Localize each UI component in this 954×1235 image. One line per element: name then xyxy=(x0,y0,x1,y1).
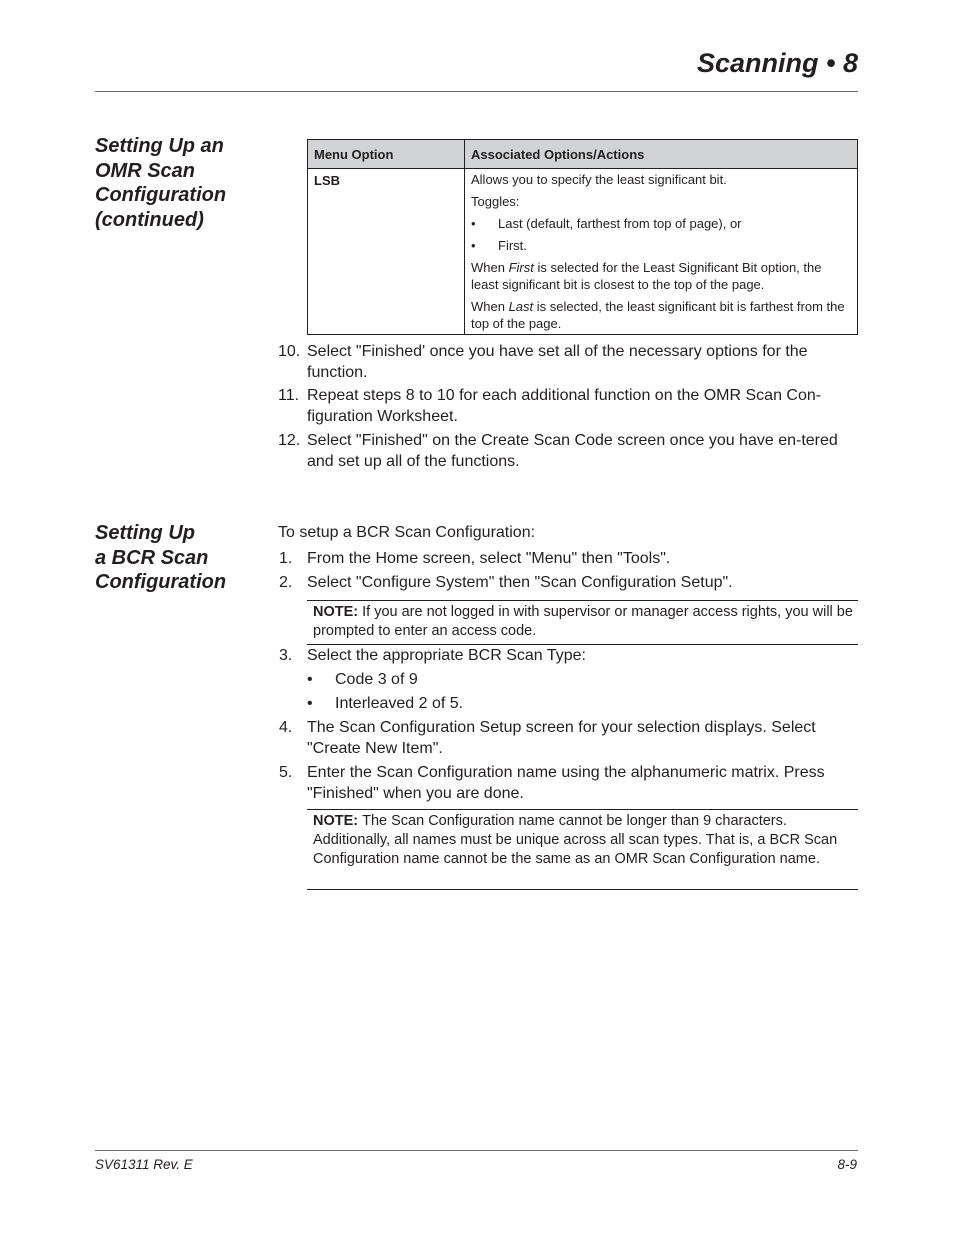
step-text: From the Home screen, select "Menu" then "Tools". xyxy=(307,550,671,567)
list-item xyxy=(278,718,860,759)
list-item xyxy=(278,549,860,570)
toggle-item xyxy=(471,237,851,254)
step-number: 2. xyxy=(279,574,293,591)
column-header-associated-options: Associated Options/Actions xyxy=(465,140,858,169)
scan-type-item xyxy=(307,694,463,715)
step-number: 4. xyxy=(279,719,293,736)
toggle-text: First. xyxy=(498,238,527,253)
table-row xyxy=(308,169,858,335)
step-number: 5. xyxy=(279,764,293,781)
heading-line: Setting Up xyxy=(95,522,195,544)
emphasis: First xyxy=(508,260,534,275)
step-number: 1. xyxy=(279,550,293,567)
bullet: • xyxy=(307,695,313,712)
list-item xyxy=(278,386,860,427)
menu-option-table xyxy=(307,139,858,335)
emphasis: Last xyxy=(508,299,534,314)
step-number: 12. xyxy=(278,432,301,449)
text-run: is selected, the least significant bit is farthest from the top of the page. xyxy=(471,299,845,331)
page-number: 8-9 xyxy=(837,1157,857,1172)
list-item xyxy=(278,646,860,667)
option-description-cell xyxy=(465,169,858,335)
bcr-section-heading xyxy=(95,521,270,595)
omr-section-heading xyxy=(95,134,270,232)
heading-line: OMR Scan xyxy=(95,159,196,182)
toggle-item xyxy=(471,215,851,232)
step-text: Repeat steps 8 to 10 for each additional function on the OMR Scan Con-figuration Worksheet. xyxy=(307,387,822,425)
note-box xyxy=(307,600,858,645)
scan-type-text: Code 3 of 9 xyxy=(335,671,418,688)
list-item xyxy=(278,342,860,383)
list-item xyxy=(278,573,860,594)
text-run: When xyxy=(471,260,509,275)
cell-text: Toggles: xyxy=(471,194,520,209)
heading-line: Setting Up an xyxy=(95,135,224,157)
cell-text xyxy=(471,298,851,332)
footer-rule xyxy=(95,1150,858,1151)
step-number: 10. xyxy=(278,343,301,360)
option-name-cell: LSB xyxy=(308,169,465,335)
step-text: Select "Finished' once you have set all of the necessary options for the function. xyxy=(307,343,808,381)
step-text: Select "Finished" on the Create Scan Code screen once you have en-tered and set up all of the functions. xyxy=(307,432,838,470)
scan-type-text: Interleaved 2 of 5. xyxy=(335,695,464,712)
cell-text: Allows you to specify the least significant bit. xyxy=(471,172,727,187)
step-number: 3. xyxy=(279,647,293,664)
step-text: Select "Configure System" then "Scan Configuration Setup". xyxy=(307,574,733,591)
heading-line: a BCR Scan xyxy=(95,546,209,569)
text-run: When xyxy=(471,299,509,314)
intro-text: To setup a BCR Scan Configuration: xyxy=(278,524,536,541)
column-header-menu-option: Menu Option xyxy=(308,140,465,169)
note-text: The Scan Configuration name cannot be longer than 9 characters. Additionally, all names must be unique across all scan types. That is, a BCR Scan Configuration name cannot be the same as an OMR Scan Configuration name. xyxy=(313,813,838,867)
heading-line: Configuration xyxy=(95,184,227,206)
note-text: If you are not logged in with supervisor or manager access rights, you will be prompted to enter an access code. xyxy=(313,604,853,639)
toggle-text: Last (default, farthest from top of page), or xyxy=(498,216,742,231)
document-id: SV61311 Rev. E xyxy=(95,1157,193,1172)
header-rule xyxy=(95,91,858,92)
list-item xyxy=(278,431,860,472)
step-number: 11. xyxy=(278,387,300,404)
scan-type-item xyxy=(307,670,418,691)
cell-text xyxy=(471,259,851,293)
heading-line: (continued) xyxy=(95,208,204,231)
heading-line: Configuration xyxy=(95,571,227,593)
step-text: Select the appropriate BCR Scan Type: xyxy=(307,647,586,664)
step-text: Enter the Scan Configuration name using the alphanumeric matrix. Press "Finished" when you are done. xyxy=(307,764,825,802)
text-run: is selected for the Least Significant Bit option, the least significant bit is closest to the top of the page. xyxy=(471,260,822,292)
step-text: The Scan Configuration Setup screen for your selection displays. Select "Create New Item". xyxy=(307,719,816,757)
bullet: • xyxy=(307,671,313,688)
bullet: • xyxy=(471,238,476,253)
note-label: NOTE: xyxy=(313,813,359,829)
chapter-title: Scanning • 8 xyxy=(697,48,858,78)
note-box xyxy=(307,809,858,890)
list-item xyxy=(278,763,860,804)
bullet: • xyxy=(471,216,476,231)
note-label: NOTE: xyxy=(313,604,359,620)
